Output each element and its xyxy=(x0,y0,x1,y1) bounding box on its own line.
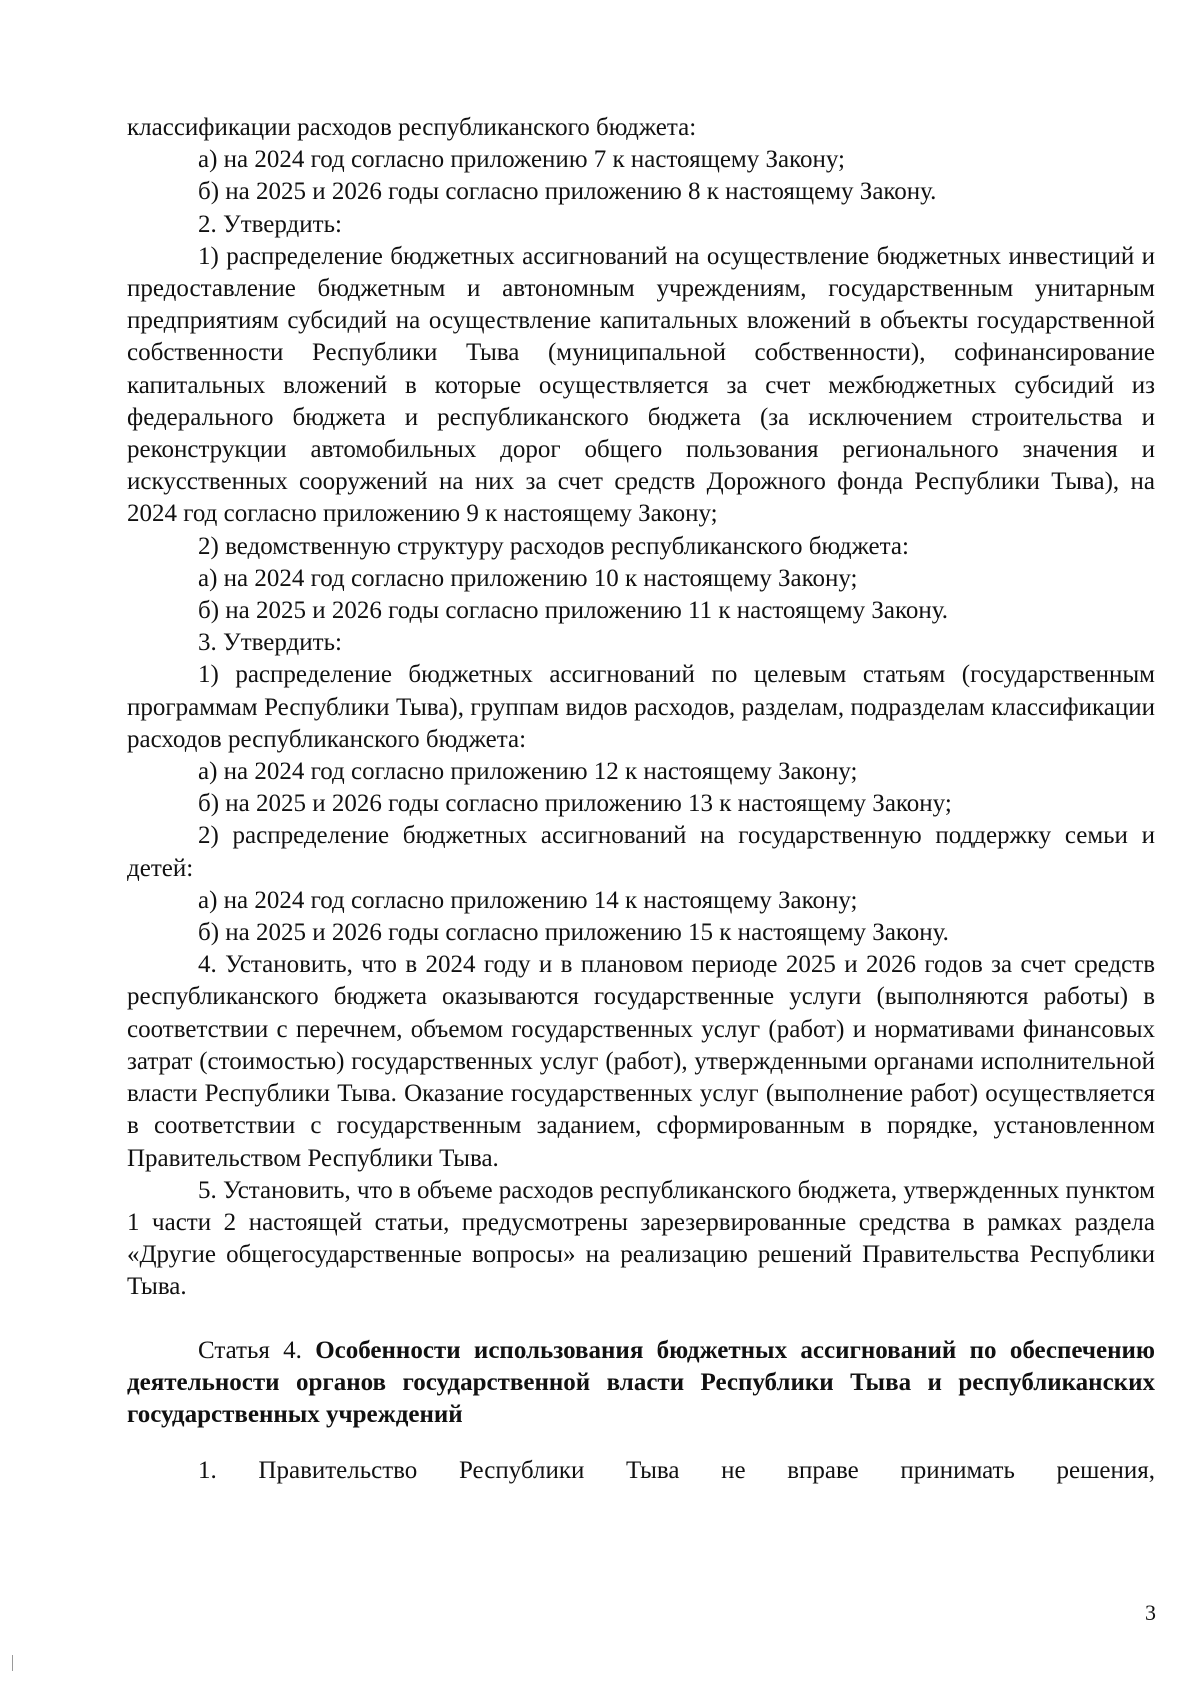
paragraph-item-a-appendix-14: а) на 2024 год согласно приложению 14 к настоящему Закону; xyxy=(198,886,858,914)
paragraph-target-articles: 1) распределение бюджетных ассигнований по целевым статьям (государственным программам Республики Тыва), группам видов расходов, разделам, подразделам классификации расходов республиканского бюджета: xyxy=(127,661,1155,753)
paragraph-item-b-appendix-15: б) на 2025 и 2026 годы согласно приложению 15 к настоящему Закону. xyxy=(198,919,949,947)
paragraph-family-support: 2) распределение бюджетных ассигнований на государственную поддержку семьи и детей: xyxy=(127,822,1155,882)
paragraph-item-a-2024: а) на 2024 год согласно приложению 7 к настоящему Закону; xyxy=(198,146,845,174)
paragraph-item-a-appendix-10: а) на 2024 год согласно приложению 10 к настоящему Закону; xyxy=(198,564,858,592)
paragraph-item-b-2025-2026: б) на 2025 и 2026 годы согласно приложению 8 к настоящему Закону. xyxy=(198,178,937,206)
paragraph-closing: 1. Правительство Республики Тыва не вправе принимать решения, xyxy=(198,1457,1155,1485)
article-heading xyxy=(127,1335,1155,1432)
paragraph-item-b-appendix-13: б) на 2025 и 2026 годы согласно приложению 13 к настоящему Закону; xyxy=(198,790,952,818)
paragraph-investments: 1) распределение бюджетных ассигнований на осуществление бюджетных инвестиций и предоставление бюджетным и автономным учреждениям, государственным унитарным предприятиям субсидий на осуществление капитальных вложений в объекты государственной собственности Республики Тыва (муниципальной собственности), софинансирование капитальных вложений в которые осуществляется за счет межбюджетных субсидий из федерального бюджета и республиканского бюджета (за исключением строительства и реконструкции автомобильных дорог общего пользования регионального значения и искусственных сооружений на них за счет средств Дорожного фонда Республики Тыва), на 2024 год согласно приложению 9 к настоящему Закону; xyxy=(127,242,1155,528)
page-number: 3 xyxy=(1145,1600,1156,1625)
article-title: Особенности использования бюджетных ассигнований по обеспечению деятельности органов государственной власти Республики Тыва и республиканских государственных учреждений xyxy=(127,1336,1155,1428)
paragraph-continuation: классификации расходов республиканского бюджета: xyxy=(127,114,697,141)
article-label: Статья 4. xyxy=(198,1336,302,1364)
paragraph-item-a-appendix-12: а) на 2024 год согласно приложению 12 к настоящему Закону; xyxy=(198,758,858,786)
scan-edge-mark xyxy=(12,1655,13,1671)
paragraph-point-2: 2. Утвердить: xyxy=(198,210,342,238)
paragraph-point-3: 3. Утвердить: xyxy=(198,629,342,657)
paragraph-point-5: 5. Установить, что в объеме расходов республиканского бюджета, утвержденных пунктом 1 части 2 настоящей статьи, предусмотрены зарезервированные средства в рамках раздела «Другие общегосударственные вопросы» на реализацию решений Правительства Республики Тыва. xyxy=(127,1176,1155,1301)
paragraph-item-b-appendix-11: б) на 2025 и 2026 годы согласно приложению 11 к настоящему Закону. xyxy=(198,597,948,625)
paragraph-point-4: 4. Установить, что в 2024 году и в плановом периоде 2025 и 2026 годов за счет средств республиканского бюджета оказываются государственные услуги (выполняются работы) в соответствии с перечнем, объемом государственных услуг (работ) и нормативами финансовых затрат (стоимостью) государственных услуг (работ), утвержденными органами исполнительной власти Республики Тыва. Оказание государственных услуг (выполнение работ) осуществляется в соответствии с государственным заданием, сформированным в порядке, установленном Правительством Республики Тыва. xyxy=(127,951,1155,1172)
document-body xyxy=(127,112,1155,1487)
paragraph-departmental-structure: 2) ведомственную структуру расходов республиканского бюджета: xyxy=(198,532,909,560)
